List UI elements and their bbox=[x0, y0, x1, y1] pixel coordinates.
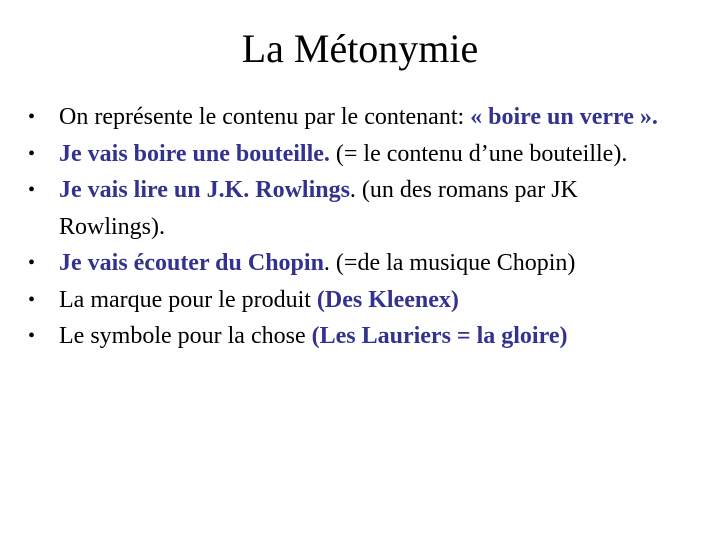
bullet-emphasis: Je vais lire un J.K. Rowlings bbox=[59, 177, 350, 203]
bullet-text: . (un des romans par JK Rowlings). bbox=[59, 177, 578, 240]
bullet-item bbox=[28, 318, 678, 355]
bullet-emphasis: « boire un verre ». bbox=[470, 104, 658, 130]
bullet-emphasis: (Des Kleenex) bbox=[316, 286, 459, 313]
bullet-text: (= le contenu d’une bouteille). bbox=[329, 140, 628, 167]
bullet-emphasis: (Les Lauriers = la gloire) bbox=[311, 323, 568, 349]
bullet-dot-icon: • bbox=[28, 179, 36, 201]
bullet-item bbox=[28, 172, 678, 245]
bullet-item bbox=[28, 99, 678, 136]
bullet-list bbox=[28, 99, 678, 355]
bullet-emphasis: Je vais écouter du Chopin bbox=[59, 250, 324, 276]
bullet-text: La marque pour le produit bbox=[59, 286, 317, 313]
bullet-text: . (=de la musique Chopin) bbox=[323, 250, 576, 276]
bullet-dot-icon: • bbox=[28, 106, 36, 128]
bullet-dot-icon: • bbox=[28, 325, 36, 347]
bullet-dot-icon: • bbox=[28, 288, 36, 311]
bullet-dot-icon: • bbox=[28, 252, 36, 274]
slide-title: La Métonymie bbox=[241, 26, 479, 71]
bullet-emphasis: Je vais boire une bouteille. bbox=[59, 140, 330, 167]
bullet-item bbox=[28, 245, 678, 282]
bullet-item bbox=[28, 282, 678, 319]
bullet-item bbox=[28, 136, 678, 173]
bullet-dot-icon: • bbox=[28, 142, 36, 165]
bullet-text: On représente le contenu par le contenant: bbox=[59, 104, 471, 130]
bullet-text: Le symbole pour la chose bbox=[59, 323, 312, 349]
